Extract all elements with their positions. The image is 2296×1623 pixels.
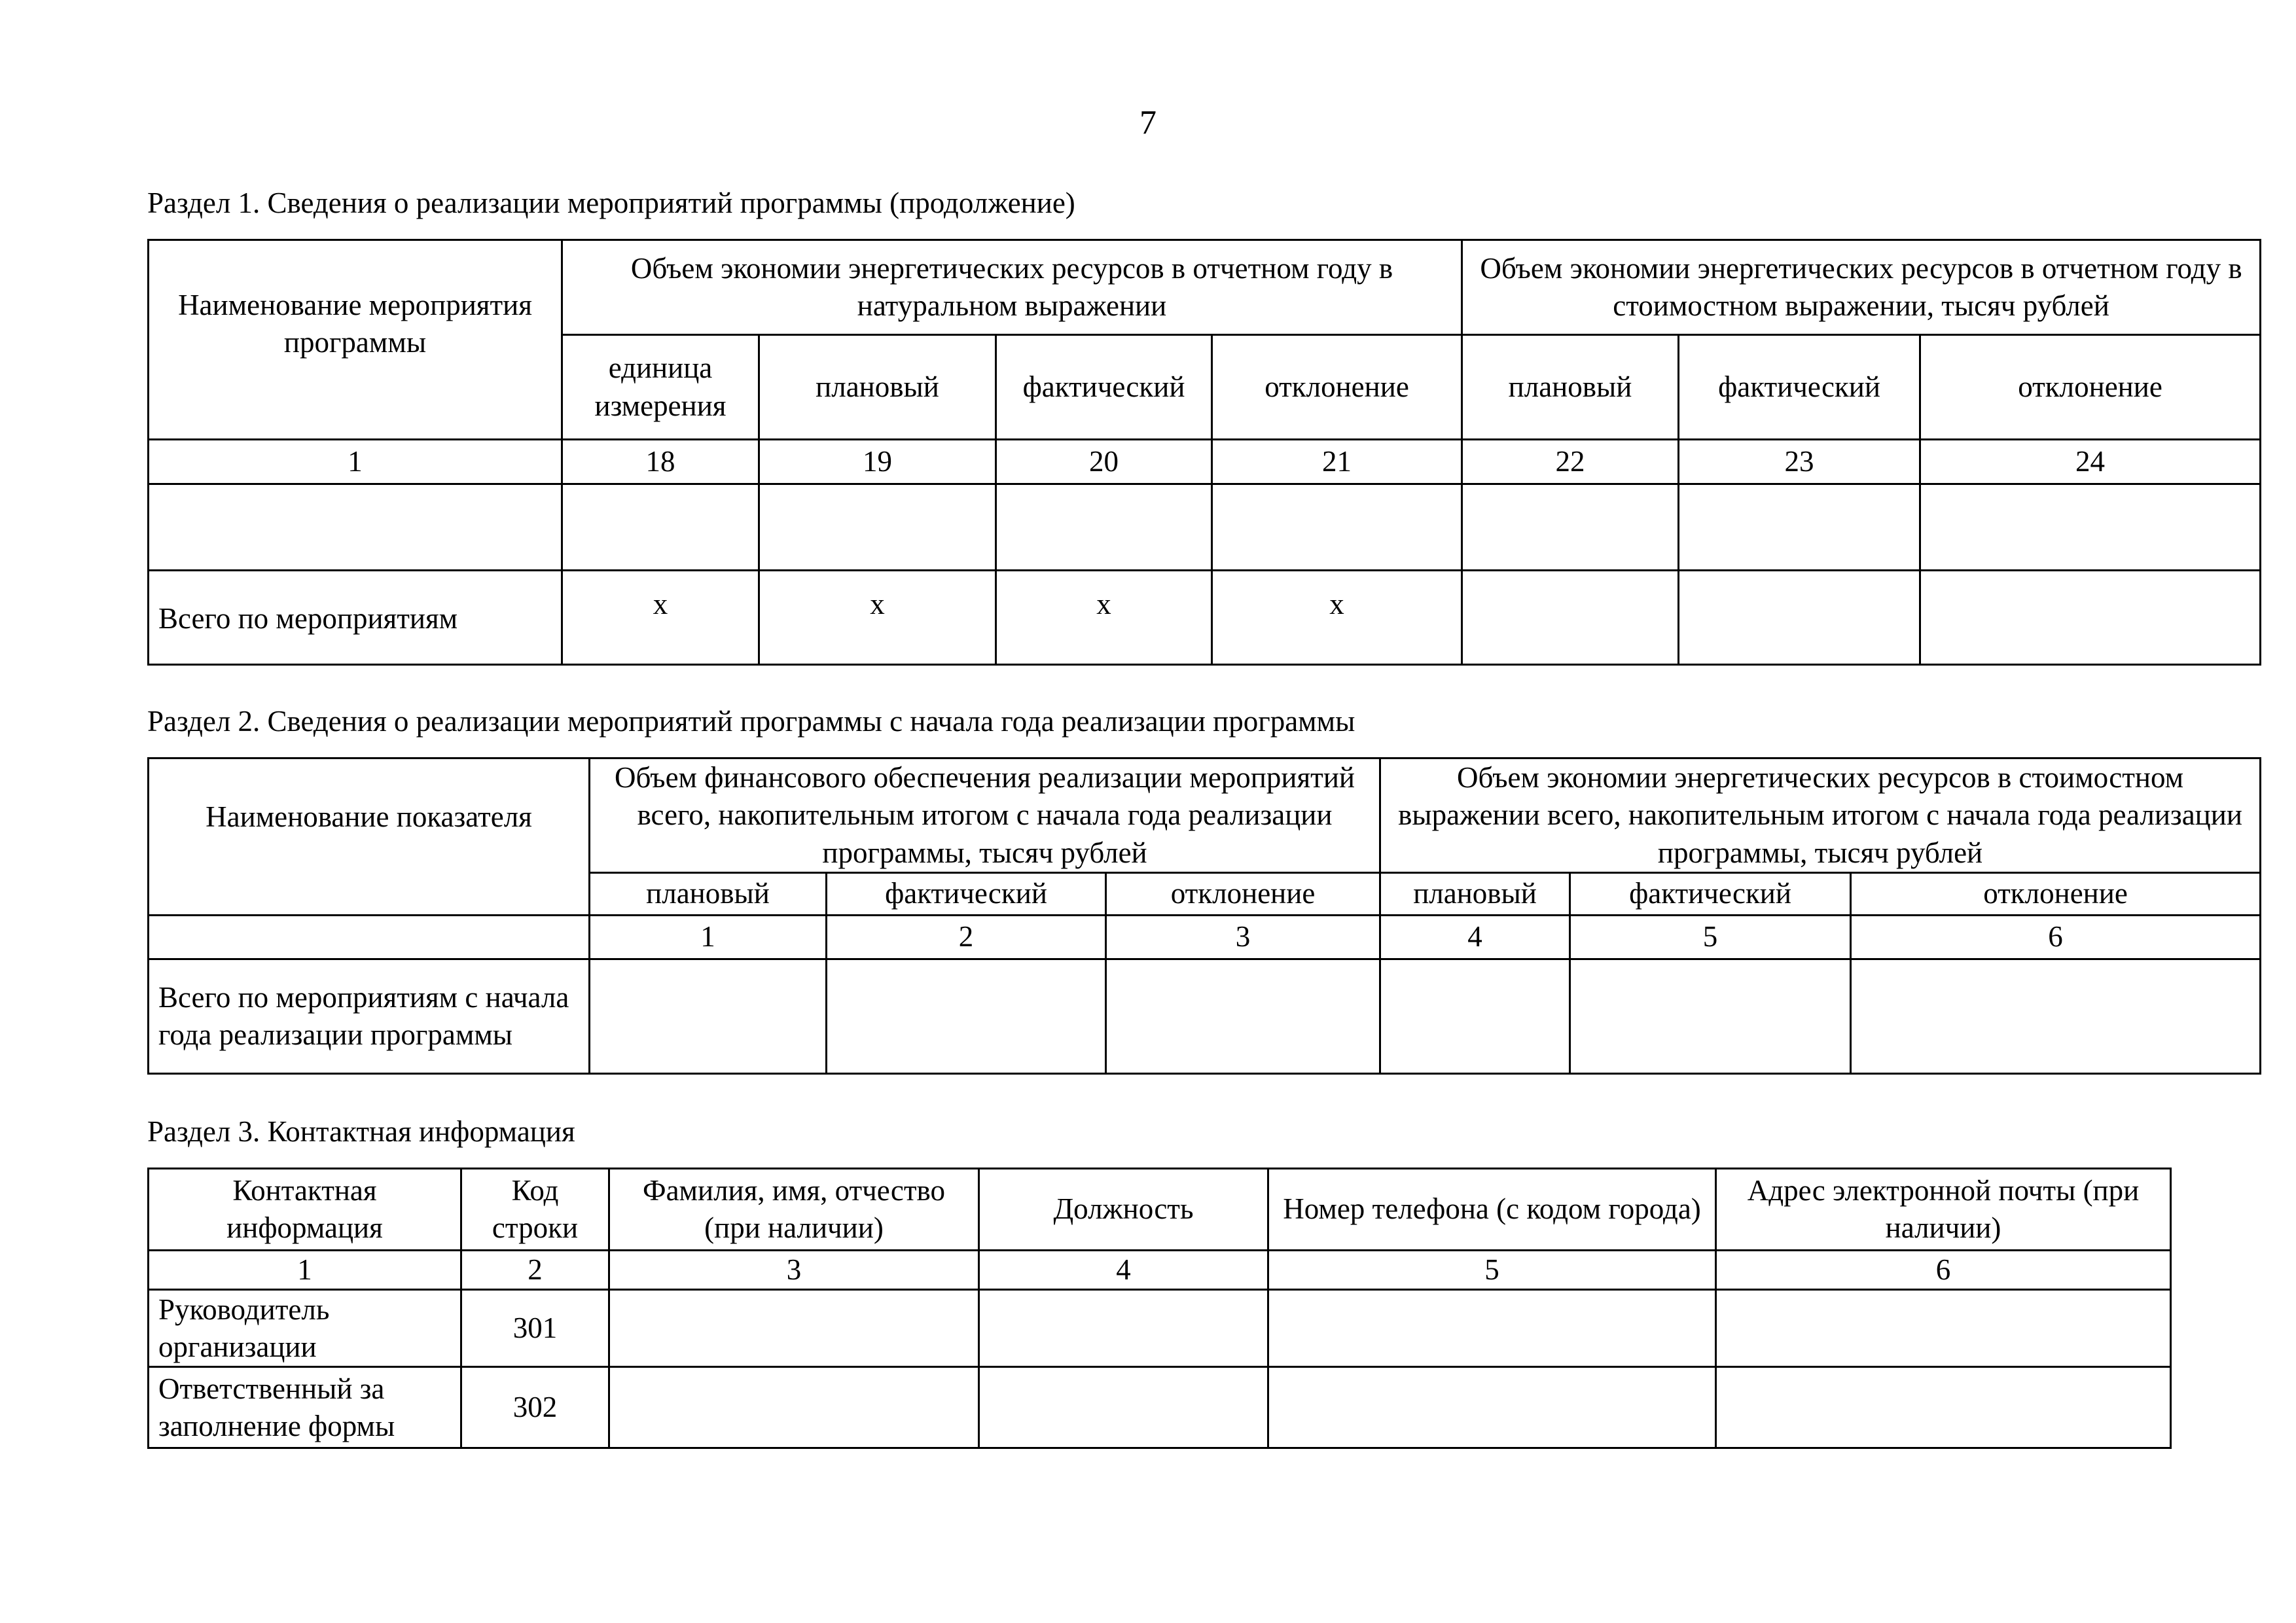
empty-cell [149, 916, 590, 959]
column-number: 18 [562, 440, 759, 484]
empty-cell[interactable] [1106, 959, 1380, 1074]
row-code: 301 [461, 1290, 609, 1367]
page-number: 7 [1139, 104, 1157, 141]
column-number: 6 [1851, 916, 2261, 959]
contact-label: Ответственный за заполнение формы [149, 1367, 461, 1448]
header-planned-savings: плановый [1380, 873, 1570, 916]
email-cell[interactable] [1716, 1290, 2171, 1367]
not-applicable-mark: x [1212, 571, 1462, 665]
section2-table [147, 757, 2261, 1075]
header-position: Должность [979, 1169, 1268, 1251]
header-actual-cost: фактический [1679, 335, 1920, 440]
table-row [149, 1367, 2171, 1448]
column-number: 24 [1920, 440, 2261, 484]
empty-cell[interactable] [1679, 484, 1920, 571]
empty-cell[interactable] [562, 484, 759, 571]
column-number: 5 [1268, 1251, 1716, 1290]
section1-table [147, 239, 2261, 666]
full-name-cell[interactable] [609, 1367, 979, 1448]
position-cell[interactable] [979, 1290, 1268, 1367]
email-cell[interactable] [1716, 1367, 2171, 1448]
column-number: 2 [827, 916, 1106, 959]
not-applicable-mark: x [759, 571, 996, 665]
total-actual-cost-cell[interactable] [1679, 571, 1920, 665]
empty-cell[interactable] [590, 959, 827, 1074]
empty-cell[interactable] [1380, 959, 1570, 1074]
header-planned-cost: плановый [1462, 335, 1679, 440]
header-planned-natural: плановый [759, 335, 996, 440]
header-cost-savings: Объем экономии энергетических ресурсов в отчетном году в стоимостном выражении, тысяч рублей [1462, 240, 2261, 335]
header-natural-savings: Объем экономии энергетических ресурсов в отчетном году в натуральном выражении [562, 240, 1462, 335]
position-cell[interactable] [979, 1367, 1268, 1448]
table-row [149, 484, 2261, 571]
column-number: 5 [1570, 916, 1851, 959]
column-number: 2 [461, 1251, 609, 1290]
row-code: 302 [461, 1367, 609, 1448]
column-number: 22 [1462, 440, 1679, 484]
column-number: 3 [1106, 916, 1380, 959]
phone-cell[interactable] [1268, 1290, 1716, 1367]
total-planned-cost-cell[interactable] [1462, 571, 1679, 665]
not-applicable-mark: x [996, 571, 1212, 665]
header-deviation-finance: отклонение [1106, 873, 1380, 916]
column-number: 6 [1716, 1251, 2171, 1290]
empty-cell[interactable] [1212, 484, 1462, 571]
column-number: 19 [759, 440, 996, 484]
header-actual-natural: фактический [996, 335, 1212, 440]
total-row [149, 959, 2261, 1074]
header-contact-info: Контактная информация [149, 1169, 461, 1251]
column-number: 23 [1679, 440, 1920, 484]
section3-table [147, 1168, 2172, 1449]
header-savings-cost: Объем экономии энергетических ресурсов в стоимостном выражении всего, накопительным итогом с начала года реализации программы, тысяч рублей [1380, 758, 2261, 873]
empty-cell[interactable] [1570, 959, 1851, 1074]
empty-cell[interactable] [1462, 484, 1679, 571]
header-full-name: Фамилия, имя, отчество (при наличии) [609, 1169, 979, 1251]
column-number: 1 [149, 440, 562, 484]
empty-cell[interactable] [759, 484, 996, 571]
total-label: Всего по мероприятиям с начала года реализации программы [149, 959, 590, 1074]
header-actual-savings: фактический [1570, 873, 1851, 916]
header-phone: Номер телефона (с кодом города) [1268, 1169, 1716, 1251]
column-number: 4 [979, 1251, 1268, 1290]
column-number: 21 [1212, 440, 1462, 484]
total-row [149, 571, 2261, 665]
full-name-cell[interactable] [609, 1290, 979, 1367]
not-applicable-mark: x [562, 571, 759, 665]
section2-title: Раздел 2. Сведения о реализации мероприятий программы с начала года реализации программы [147, 705, 1355, 738]
column-number: 20 [996, 440, 1212, 484]
table-row [149, 1290, 2171, 1367]
empty-cell[interactable] [1920, 484, 2261, 571]
header-deviation-natural: отклонение [1212, 335, 1462, 440]
header-email: Адрес электронной почты (при наличии) [1716, 1169, 2171, 1251]
empty-cell[interactable] [996, 484, 1212, 571]
header-unit: единица измерения [562, 335, 759, 440]
column-number: 1 [149, 1251, 461, 1290]
empty-cell[interactable] [149, 484, 562, 571]
phone-cell[interactable] [1268, 1367, 1716, 1448]
header-indicator-name: Наименование показателя [149, 758, 590, 916]
column-number: 1 [590, 916, 827, 959]
header-planned-finance: плановый [590, 873, 827, 916]
column-number: 4 [1380, 916, 1570, 959]
header-deviation-cost: отклонение [1920, 335, 2261, 440]
empty-cell[interactable] [827, 959, 1106, 1074]
total-deviation-cost-cell[interactable] [1920, 571, 2261, 665]
header-activity-name: Наименование мероприятия программы [149, 240, 562, 440]
total-label: Всего по мероприятиям [149, 571, 562, 665]
empty-cell[interactable] [1851, 959, 2261, 1074]
header-row-code: Код строки [461, 1169, 609, 1251]
section3-title: Раздел 3. Контактная информация [147, 1115, 575, 1148]
section1-title: Раздел 1. Сведения о реализации мероприятий программы (продолжение) [147, 187, 1075, 219]
header-financing: Объем финансового обеспечения реализации мероприятий всего, накопительным итогом с начала года реализации программы, тысяч рублей [590, 758, 1380, 873]
header-deviation-savings: отклонение [1851, 873, 2261, 916]
contact-label: Руководитель организации [149, 1290, 461, 1367]
header-actual-finance: фактический [827, 873, 1106, 916]
column-number: 3 [609, 1251, 979, 1290]
